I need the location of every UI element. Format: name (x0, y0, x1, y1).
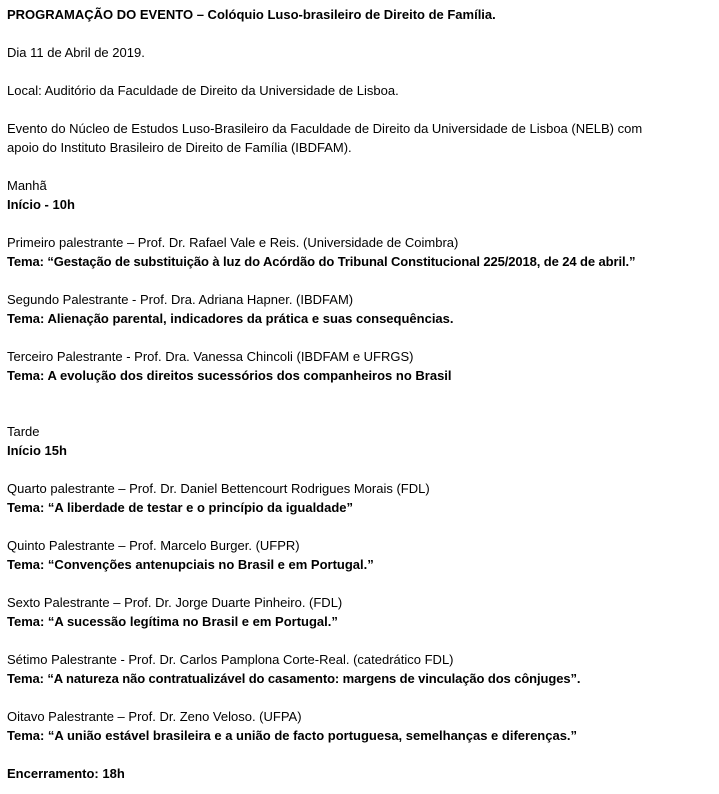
talk-item (7, 593, 719, 631)
afternoon-header (7, 422, 719, 460)
talk-speaker: Quarto palestrante – Prof. Dr. Daniel Bettencourt Rodrigues Morais (FDL) (7, 481, 430, 496)
talk-topic: Tema: “A liberdade de testar e o princípio da igualdade” (7, 500, 354, 515)
talk-topic: Tema: “A união estável brasileira e a união de facto portuguesa, semelhanças e diferenças.” (7, 728, 578, 743)
talk-topic: Tema: “Gestação de substituição à luz do Acórdão do Tribunal Constitucional 225/2018, de 24 de abril.” (7, 254, 636, 269)
location-block (7, 81, 719, 100)
talk-item (7, 233, 719, 271)
title-block (7, 5, 719, 24)
talk-topic: Tema: “A sucessão legítima no Brasil e em Portugal.” (7, 614, 338, 629)
event-location: Local: Auditório da Faculdade de Direito da Universidade de Lisboa. (7, 83, 399, 98)
talk-topic: Tema: A evolução dos direitos sucessórios dos companheiros no Brasil (7, 368, 452, 383)
talk-speaker: Sexto Palestrante – Prof. Dr. Jorge Duarte Pinheiro. (FDL) (7, 595, 343, 610)
talk-speaker: Sétimo Palestrante - Prof. Dr. Carlos Pamplona Corte-Real. (catedrático FDL) (7, 652, 454, 667)
closing-time: Encerramento: 18h (7, 766, 125, 781)
talk-topic: Tema: “A natureza não contratualizável do casamento: margens de vinculação dos cônjuges”. (7, 671, 581, 686)
event-date: Dia 11 de Abril de 2019. (7, 45, 145, 60)
date-block (7, 43, 719, 62)
talk-topic: Tema: Alienação parental, indicadores da prática e suas consequências. (7, 311, 454, 326)
talk-item (7, 479, 719, 517)
talk-item (7, 536, 719, 574)
organizer-line-2: apoio do Instituto Brasileiro de Direito de Família (IBDFAM). (7, 140, 352, 155)
document-title: PROGRAMAÇÃO DO EVENTO – Colóquio Luso-brasileiro de Direito de Família. (7, 7, 496, 22)
talk-item (7, 650, 719, 688)
talk-item (7, 707, 719, 745)
organizer-block (7, 119, 719, 157)
afternoon-label: Tarde (7, 424, 40, 439)
talk-item (7, 347, 719, 385)
talk-item (7, 290, 719, 328)
morning-label: Manhã (7, 178, 47, 193)
organizer-line-1: Evento do Núcleo de Estudos Luso-Brasileiro da Faculdade de Direito da Universidade de Lisboa (NELB) com (7, 121, 643, 136)
talk-topic: Tema: “Convenções antenupciais no Brasil e em Portugal.” (7, 557, 374, 572)
talk-speaker: Oitavo Palestrante – Prof. Dr. Zeno Veloso. (UFPA) (7, 709, 302, 724)
talk-speaker: Segundo Palestrante - Prof. Dra. Adriana Hapner. (IBDFAM) (7, 292, 354, 307)
closing-block (7, 764, 719, 783)
morning-start: Início - 10h (7, 197, 75, 212)
talk-speaker: Primeiro palestrante – Prof. Dr. Rafael Vale e Reis. (Universidade de Coimbra) (7, 235, 459, 250)
morning-header (7, 176, 719, 214)
afternoon-start: Início 15h (7, 443, 67, 458)
talk-speaker: Terceiro Palestrante - Prof. Dra. Vanessa Chincoli (IBDFAM e UFRGS) (7, 349, 414, 364)
talk-speaker: Quinto Palestrante – Prof. Marcelo Burger. (UFPR) (7, 538, 300, 553)
